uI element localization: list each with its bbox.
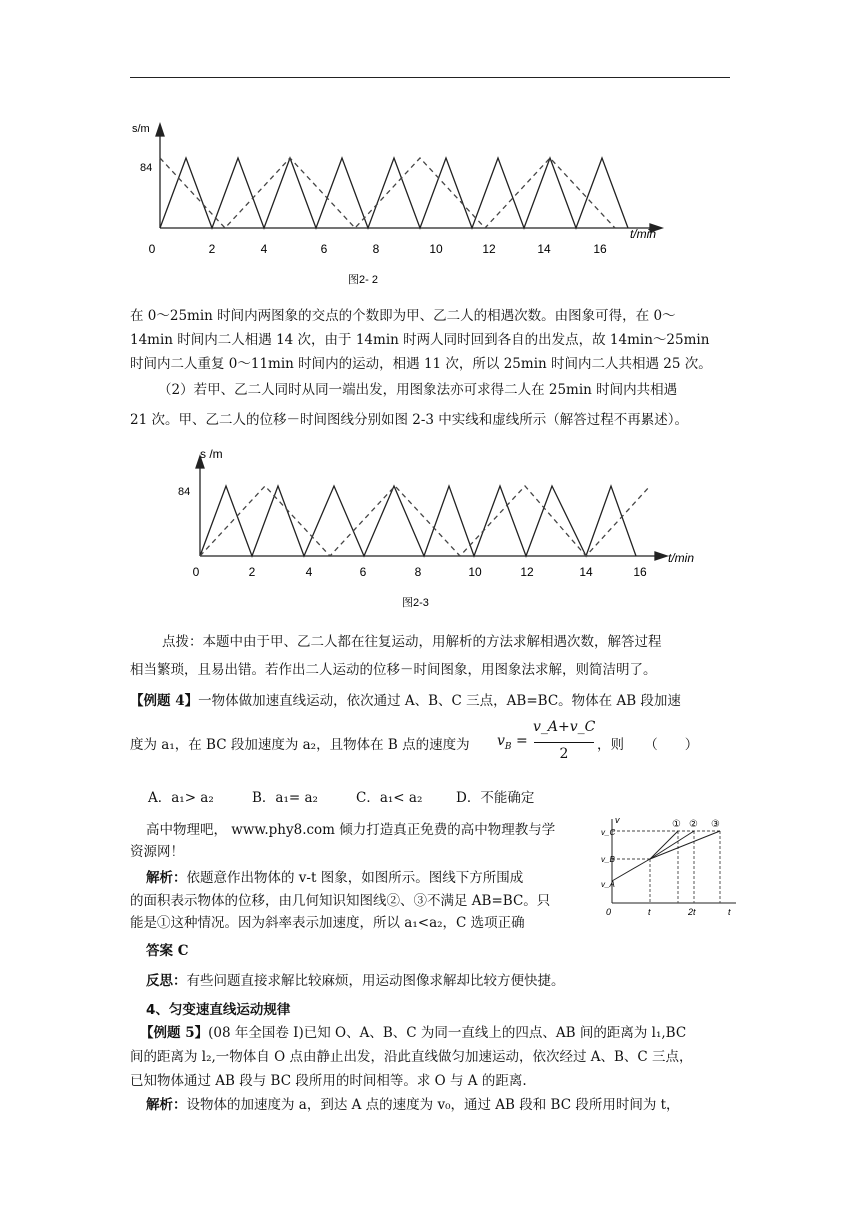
- para1-line3: 时间内二人重复 0～11min 时间内的运动，相遇 11 次，所以 25min 时间内二人共相遇 25 次。: [130, 356, 712, 372]
- y-axis-label: s/m: [132, 123, 150, 135]
- x-tick-6: 6: [320, 242, 328, 256]
- x-tick-4: 4: [260, 242, 268, 256]
- x-tick-0: 0: [192, 565, 200, 579]
- x-axis-arrow: [655, 552, 667, 560]
- t-axis-label: t: [728, 907, 731, 917]
- dashed-series: [200, 486, 650, 556]
- option-c: C．a₁< a₂: [356, 790, 423, 806]
- analysis-line1: 解析：依题意作出物体的 v-t 图象，如图所示。图线下方所围成: [146, 870, 524, 886]
- example5-line2: 间的距离为 l₂,一物体自 O 点由静止出发，沿此直线做匀加速运动，依次经过 A、B、C 三点，: [130, 1049, 693, 1065]
- option-d: D．不能确定: [456, 790, 535, 806]
- segment-ab: [612, 859, 650, 881]
- va-label: v_A: [601, 880, 615, 889]
- x-axis-label: t/min: [630, 227, 657, 241]
- formula-denominator: 2: [559, 746, 569, 762]
- curve-3: [650, 831, 720, 859]
- para1-line2: 14min 时间内二人相遇 14 次，由于 14min 时两人同时回到各自的出发点，故 14min～25min: [130, 332, 710, 348]
- x-tick-8: 8: [414, 565, 422, 579]
- para3-line1: 点拨：本题中由于甲、乙二人都在往复运动，用解析的方法求解相遇次数，解答过程: [162, 634, 662, 650]
- mark-2: ②: [689, 819, 698, 830]
- x-tick-12: 12: [482, 242, 496, 256]
- figure-caption: 图2- 2: [348, 274, 378, 286]
- example4-text1: 一物体做加速直线运动，依次通过 A、B、C 三点，AB=BC。物体在 AB 段加速: [198, 693, 681, 709]
- mark-1: ①: [672, 819, 681, 830]
- formula-lhs: $v_B$ =: [497, 733, 528, 752]
- analysis-line3: 能是①这种情况。因为斜率表示加速度，所以 a₁<a₂，C 选项正确: [130, 915, 525, 931]
- x-tick-14: 14: [537, 242, 551, 256]
- curve-1: [650, 831, 678, 859]
- v-label: v: [615, 815, 620, 825]
- y-axis-arrow: [156, 124, 164, 136]
- solid-series: [200, 486, 636, 556]
- x-tick-10: 10: [468, 565, 482, 579]
- example4-tail: ，则 （ ）: [597, 737, 699, 753]
- section4-title: 4、匀变速直线运动规律: [146, 1002, 291, 1018]
- solid-series: [160, 158, 628, 228]
- x-tick-16: 16: [593, 242, 607, 256]
- vc-label: v_C: [601, 828, 616, 837]
- example5-line3: 已知物体通过 AB 段与 BC 段所用的时间相等。求 O 与 A 的距离.: [130, 1073, 527, 1089]
- x-tick-4: 4: [305, 565, 313, 579]
- figure-caption: 图2-3: [402, 597, 429, 609]
- example5-analysis: 解析：设物体的加速度为 a，到达 A 点的速度为 v₀，通过 AB 段和 BC 段所用时间为 t，: [146, 1097, 680, 1113]
- fraction-bar: [534, 742, 594, 743]
- formula-numerator: v_A+v_C: [533, 719, 596, 735]
- x-axis-label: t/min: [668, 551, 695, 565]
- para2-line2: 21 次。甲、乙二人的位移－时间图线分别如图 2-3 中实线和虚线所示（解答过程不再累述）。: [130, 412, 689, 428]
- ad-line2: 资源网！: [130, 844, 184, 860]
- x-tick-12: 12: [520, 565, 534, 579]
- para3-line2: 相当繁琐，且易出错。若作出二人运动的位移－时间图象，用图象法求解，则简洁明了。: [130, 662, 657, 678]
- x-tick-6: 6: [359, 565, 367, 579]
- figure-2-2: [130, 118, 690, 288]
- x-tick-2: 2: [208, 242, 216, 256]
- y-axis-label: s /m: [200, 448, 223, 461]
- x-tick-16: 16: [633, 565, 647, 579]
- analysis-line2: 的面积表示物体的位移，由几何知识知图线②、③不满足 AB=BC。只: [130, 893, 551, 909]
- vb-label: v_B: [601, 855, 615, 864]
- vt-graph: [598, 815, 743, 925]
- x-tick-14: 14: [579, 565, 593, 579]
- x-tick-10: 10: [429, 242, 443, 256]
- reflect-line: 反思：有些问题直接求解比较麻烦，用运动图像求解却比较方便快捷。: [146, 973, 565, 989]
- header-rule: [130, 77, 730, 78]
- t-tick: t: [648, 907, 651, 917]
- x-tick-2: 2: [248, 565, 256, 579]
- ad-line1: 高中物理吧， www.phy8.com 倾力打造真正免费的高中物理教与学: [146, 822, 556, 838]
- curve-2: [650, 831, 694, 859]
- y-tick-label: 84: [178, 486, 191, 498]
- para1-line1: 在 0～25min 时间内两图象的交点的个数即为甲、乙二人的相遇次数。由图象可得，在 0～: [130, 308, 676, 324]
- x-tick-8: 8: [372, 242, 380, 256]
- origin-label: 0: [606, 907, 612, 917]
- mark-3: ③: [711, 819, 720, 830]
- x-tick-0: 0: [148, 242, 156, 256]
- answer: 答案 C: [146, 943, 189, 959]
- y-tick-label: 84: [140, 162, 153, 174]
- example4-line1: [130, 691, 681, 711]
- option-b: B．a₁= a₂: [252, 790, 318, 806]
- para2-line1: （2）若甲、乙二人同时从同一端出发，用图象法亦可求得二人在 25min 时间内共相遇: [158, 382, 678, 398]
- option-a: A．a₁> a₂: [148, 790, 214, 806]
- example4-label: 【例题 4】: [130, 693, 199, 709]
- 2t-tick: 2t: [688, 907, 696, 917]
- figure-2-3: [170, 448, 700, 618]
- example4-text2: 度为 a₁，在 BC 段加速度为 a₂，且物体在 B 点的速度为: [130, 737, 470, 753]
- example5-line1: 【例题 5】(08 年全国卷 I)已知 O、A、B、C 为同一直线上的四点、AB 间的距离为 l₁,BC: [140, 1025, 687, 1041]
